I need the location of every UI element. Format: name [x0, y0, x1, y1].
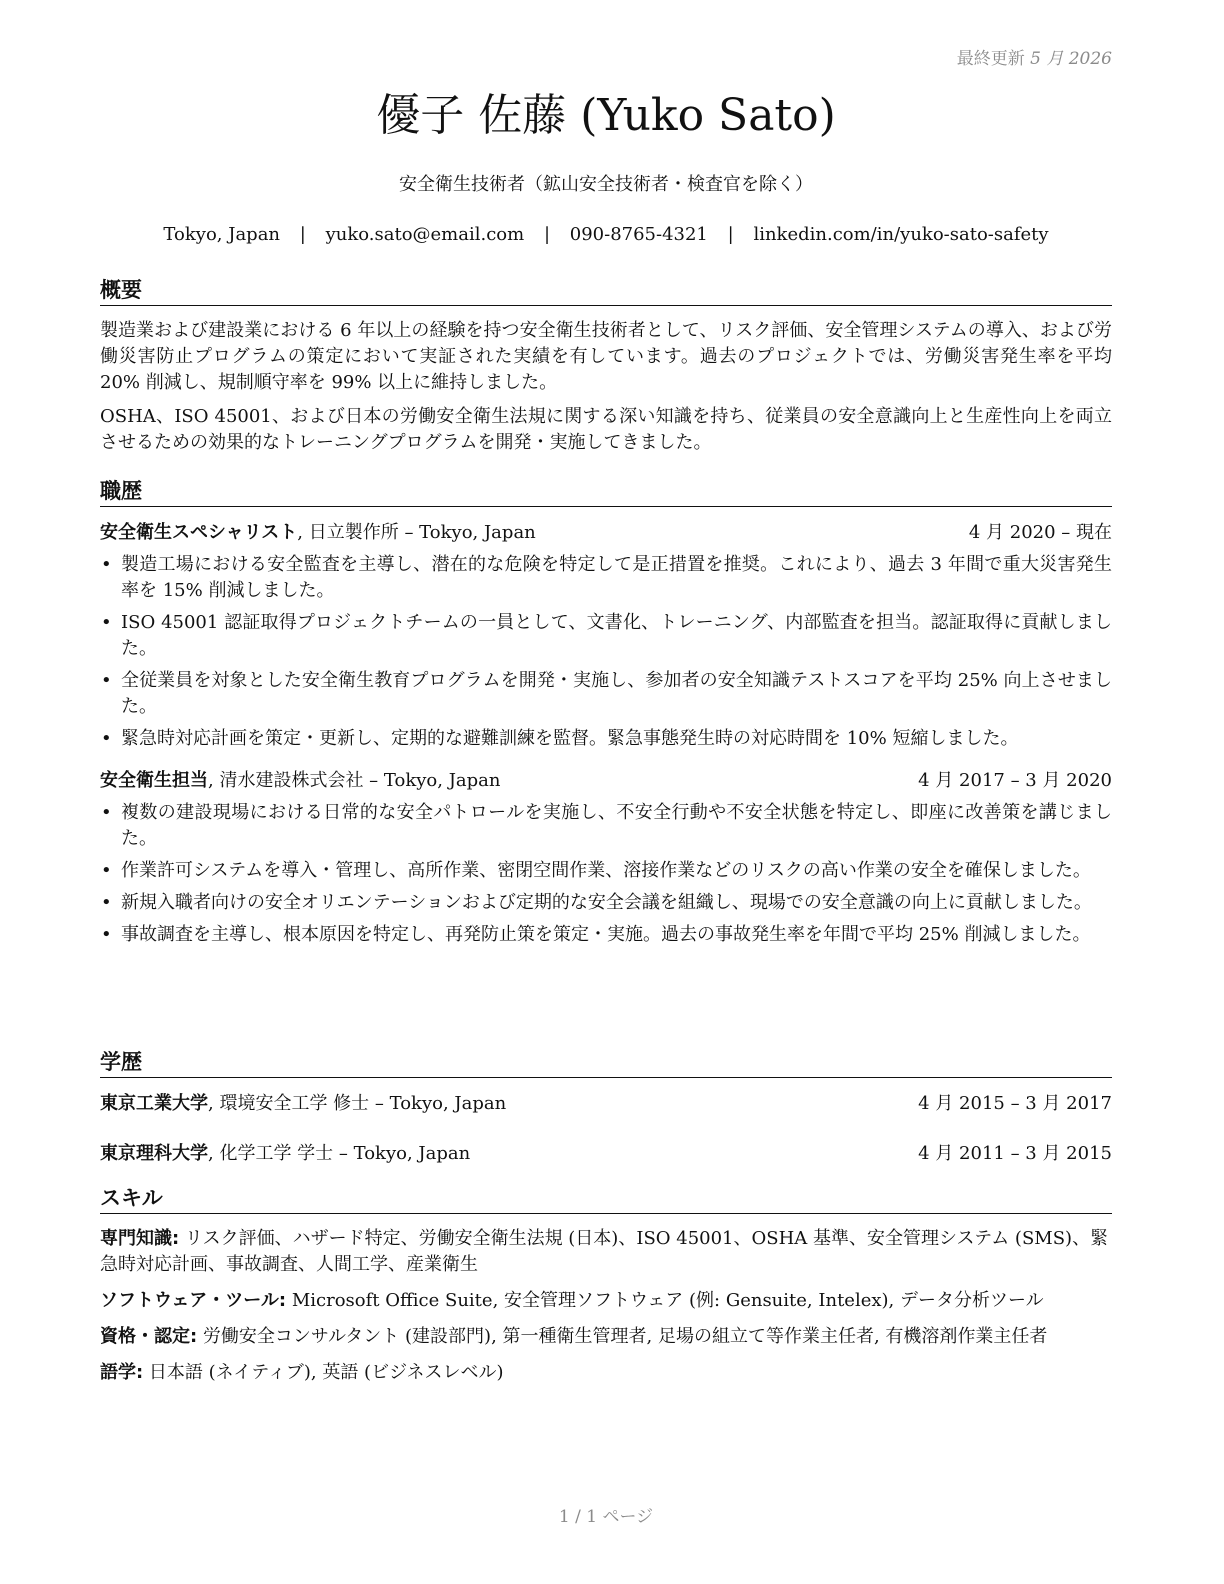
section-heading-skills: スキル	[100, 1184, 1112, 1214]
section-heading-experience: 職歴	[100, 477, 1112, 507]
education-school: 東京工業大学	[100, 1093, 208, 1114]
list-item	[100, 552, 1112, 604]
skill-row	[100, 1226, 1112, 1278]
bullet-icon: •	[101, 892, 112, 913]
bullet-text: 製造工場における安全監査を主導し、潜在的な危険を特定して是正措置を推奨。これにより、過去 3 年間で重大災害発生率を 15% 削減しました。	[121, 554, 1112, 601]
bullet-text: 全従業員を対象とした安全衛生教育プログラムを開発・実施し、参加者の安全知識テストスコアを平均 25% 向上させました。	[121, 670, 1112, 717]
job-bullets	[100, 552, 1112, 752]
list-item	[100, 800, 1112, 852]
contact-line	[100, 224, 1112, 245]
section-heading-education: 学歴	[100, 1048, 1112, 1078]
summary-paragraph: OSHA、ISO 45001、および日本の労働安全衛生法規に関する深い知識を持ち、従業員の安全意識向上と生産性向上を両立させるための効果的なトレーニングプログラムを開発・実施してきました。	[100, 406, 1112, 453]
education-entry	[100, 1141, 1112, 1167]
skill-row	[100, 1288, 1112, 1314]
bullet-icon: •	[101, 924, 112, 945]
contact-separator: |	[727, 224, 734, 245]
bullet-icon: •	[101, 612, 112, 633]
education-section	[100, 1048, 1112, 1167]
contact-location: Tokyo, Japan	[163, 224, 281, 245]
contact-separator: |	[543, 224, 551, 245]
skill-value: リスク評価、ハザード特定、労働安全衛生法規 (日本)、ISO 45001、OSHA 基準、安全管理システム (SMS)、緊急時対応計画、事故調査、人間工学、産業衛生	[100, 1228, 1109, 1275]
education-dates: 4 月 2015 – 3 月 2017	[918, 1093, 1112, 1114]
bullet-icon: •	[101, 802, 112, 823]
list-item	[100, 890, 1112, 916]
last-updated	[957, 44, 1112, 69]
education-school-detail	[100, 1141, 470, 1167]
bullet-text: 新規入職者向けの安全オリエンテーションおよび定期的な安全会議を組織し、現場での安全意識の向上に貢献しました。	[121, 892, 1092, 913]
job-title: 安全衛生技術者（鉱山安全技術者・検査官を除く）	[399, 174, 813, 195]
list-item	[100, 610, 1112, 662]
job-role: 安全衛生担当	[100, 770, 208, 791]
skill-row	[100, 1324, 1112, 1350]
education-dates: 4 月 2011 – 3 月 2015	[918, 1143, 1112, 1164]
skill-label: 専門知識:	[100, 1228, 180, 1249]
job-org: , 日立製作所 – Tokyo, Japan	[297, 522, 536, 543]
skill-row	[100, 1360, 1112, 1386]
bullet-text: 作業許可システムを導入・管理し、高所作業、密閉空間作業、溶接作業などのリスクの高い作業の安全を確保しました。	[121, 860, 1091, 881]
skill-value: 日本語 (ネイティブ), 英語 (ビジネスレベル)	[143, 1362, 504, 1383]
job-entry	[100, 768, 1112, 948]
job-entry	[100, 520, 1112, 752]
education-detail: , 環境安全工学 修士 – Tokyo, Japan	[208, 1093, 507, 1114]
skill-label: 資格・認定:	[100, 1326, 198, 1347]
job-org: , 清水建設株式会社 – Tokyo, Japan	[208, 770, 501, 791]
education-detail: , 化学工学 学士 – Tokyo, Japan	[208, 1143, 471, 1164]
skill-value: 労働安全コンサルタント (建設部門), 第一種衛生管理者, 足場の組立て等作業主任者, 有機溶剤作業主任者	[197, 1326, 1048, 1347]
skills-section	[100, 1184, 1112, 1396]
page-indicator: 1 / 1 ページ	[558, 1507, 654, 1527]
education-school-detail	[100, 1091, 506, 1117]
last-updated-label: 最終更新	[956, 49, 1025, 69]
contact-linkedin[interactable]: linkedin.com/in/yuko-sato-safety	[753, 224, 1049, 245]
list-item	[100, 668, 1112, 720]
job-role: 安全衛生スペシャリスト	[100, 522, 298, 543]
candidate-name: 優子 佐藤 (Yuko Sato)	[376, 90, 836, 141]
job-dates: 4 月 2017 – 3 月 2020	[918, 770, 1112, 791]
section-heading-summary: 概要	[100, 276, 1112, 306]
skill-value: Microsoft Office Suite, 安全管理ソフトウェア (例: Gensuite, Intelex), データ分析ツール	[286, 1290, 1044, 1311]
contact-phone[interactable]: 090-8765-4321	[569, 224, 708, 245]
education-entry	[100, 1091, 1112, 1117]
bullet-text: 緊急時対応計画を策定・更新し、定期的な避難訓練を監督。緊急事態発生時の対応時間を 10% 短縮しました。	[121, 728, 1019, 749]
bullet-text: ISO 45001 認証取得プロジェクトチームの一員として、文書化、トレーニング、内部監査を担当。認証取得に貢献しました。	[121, 612, 1112, 659]
job-dates: 4 月 2020 – 現在	[968, 522, 1112, 543]
summary-section	[100, 276, 1112, 456]
contact-separator: |	[299, 224, 306, 245]
list-item	[100, 726, 1112, 752]
last-updated-date: 5 月 2026	[1030, 49, 1112, 69]
bullet-icon: •	[101, 860, 112, 881]
bullet-text: 複数の建設現場における日常的な安全パトロールを実施し、不安全行動や不安全状態を特定し、即座に改善策を講じました。	[121, 802, 1112, 849]
bullet-text: 事故調査を主導し、根本原因を特定し、再発防止策を策定・実施。過去の事故発生率を年間で平均 25% 削減しました。	[121, 924, 1091, 945]
bullet-icon: •	[101, 554, 112, 575]
list-item	[100, 922, 1112, 948]
job-bullets	[100, 800, 1112, 948]
experience-section	[100, 477, 1112, 954]
skill-label: 語学:	[100, 1362, 144, 1383]
summary-paragraph: 製造業および建設業における 6 年以上の経験を持つ安全衛生技術者として、リスク評価、安全管理システムの導入、および労働災害防止プログラムの策定において実証された実績を有しています。過去のプロジェクトでは、労働災害発生率を平均 20% 削減し、規制順守率を 99% 以上に維持しました。	[100, 320, 1112, 393]
list-item	[100, 858, 1112, 884]
job-header	[100, 520, 1112, 546]
resume-page	[100, 0, 1112, 1584]
skill-label: ソフトウェア・ツール:	[100, 1290, 287, 1311]
education-school: 東京理科大学	[100, 1143, 208, 1164]
bullet-icon: •	[101, 728, 112, 749]
job-role-org	[100, 520, 536, 546]
job-role-org	[100, 768, 500, 794]
contact-email[interactable]: yuko.sato@email.com	[325, 224, 525, 245]
bullet-icon: •	[101, 670, 112, 691]
job-header	[100, 768, 1112, 794]
